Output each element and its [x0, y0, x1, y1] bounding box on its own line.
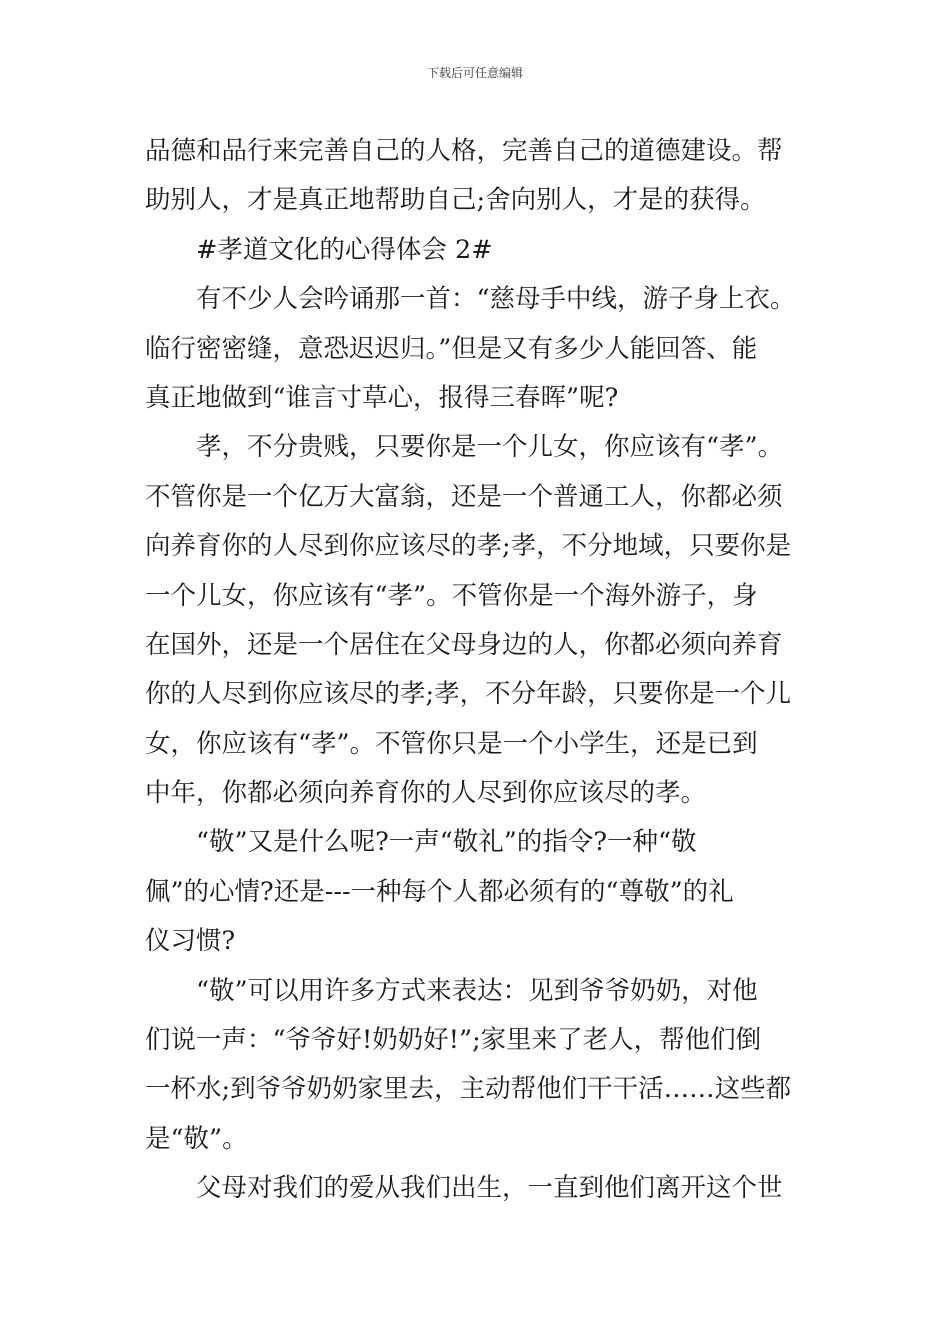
page-header: 下载后可任意编辑 [426, 66, 523, 80]
text-line: “敬”又是什么呢?一声“敬礼”的指令?一种“敬 [196, 827, 697, 858]
text-line: 中年，你都必须向养育你的人尽到你应该尽的孝。 [145, 778, 707, 809]
text-line: 一个儿女，你应该有“孝”。不管你是一个海外游子，身 [145, 580, 758, 611]
text-line: 有不少人会吟诵那一首：“慈母手中线，游子身上衣。 [196, 284, 796, 315]
text-line: 一杯水;到爷爷奶奶家里去，主动帮他们干干活……这些都 [145, 1074, 792, 1105]
text-line: 真正地做到“谁言寸草心，报得三春晖”呢? [145, 382, 619, 413]
text-line: 们说一声：“爷爷好!奶奶好!”;家里来了老人，帮他们倒 [145, 1025, 762, 1056]
text-line: 父母对我们的爱从我们出生，一直到他们离开这个世 [196, 1173, 783, 1204]
text-line: “敬”可以用许多方式来表达：见到爷爷奶奶，对他 [196, 975, 758, 1006]
text-line: 不管你是一个亿万大富翁，还是一个普通工人，你都必须 [145, 481, 783, 512]
text-line: 是“敬”。 [145, 1123, 248, 1154]
text-line: 助别人，才是真正地帮助自己;舍向别人，才是的获得。 [145, 185, 766, 216]
document-body [145, 127, 825, 1214]
text-line: 向养育你的人尽到你应该尽的孝;孝，不分地域，只要你是 [145, 531, 792, 562]
text-line: 在国外，还是一个居住在父母身边的人，你都必须向养育 [145, 629, 783, 660]
text-line: 你的人尽到你应该尽的孝;孝，不分年龄，只要你是一个儿 [145, 679, 792, 710]
text-line: 临行密密缝，意恐迟迟归。”但是又有多少人能回答、能 [145, 333, 758, 364]
text-line: 品德和品行来完善自己的人格，完善自己的道德建设。帮 [145, 136, 783, 166]
text-line: 仪习惯? [145, 926, 236, 957]
text-line: 孝，不分贵贱，只要你是一个儿女，你应该有“孝”。 [196, 432, 784, 463]
text-line: 女，你应该有“孝”。不管你只是一个小学生，还是已到 [145, 728, 758, 759]
section-heading: #孝道文化的心得体会 2# [196, 234, 493, 265]
text-line: 佩”的心情?还是---一种每个人都必须有的“尊敬”的礼 [145, 876, 734, 907]
